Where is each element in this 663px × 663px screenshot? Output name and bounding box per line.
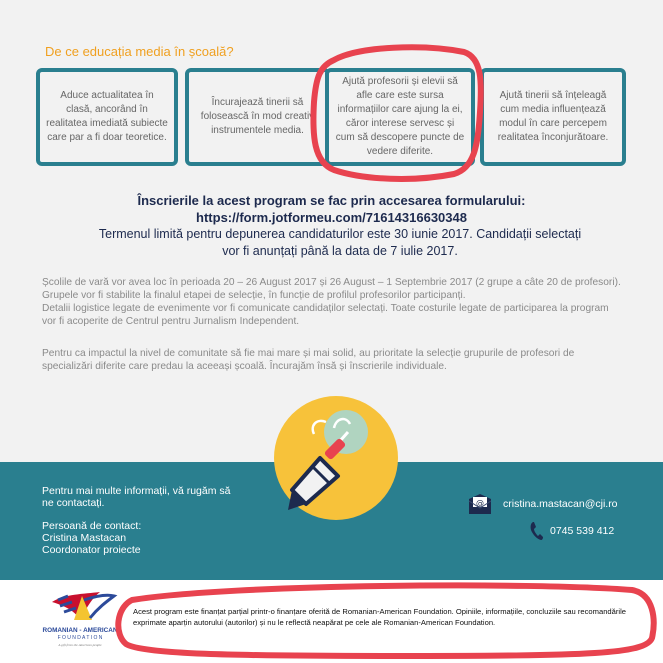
funding-disclaimer: Acest program este finanțat parțial printr-o finanțare oferită de Romanian-American Foundation. Opiniile, informațiile, concluziile sau recomandările exprimate aparțin autorului (autorilor) și nu le reflectă neapărat pe cele ale Romanian-American Foundation. [133,607,626,627]
red-annotation-oval-funding [112,580,660,660]
raf-logo [40,590,120,652]
contact-label: Persoană de contact: [42,520,142,532]
summer-school-paragraph [42,276,622,328]
contact-name: Cristina Mastacan [42,532,127,544]
red-annotation-oval-cards [304,42,486,182]
card-reason-3: Ajută profesorii și elevii să afle care este sursa informațiilor care ajung la ei, căror interese servesc și cum să descopere puncte de vedere diferite. [325,68,475,166]
cta-heading: Înscrierile la acest program se fac prin accesarea formularului: [137,193,526,208]
priority-paragraph: Pentru ca impactul la nivel de comunitate să fie mai mare și mai solid, au prioritate la selecție grupurile de profesori de specializări diferite care predau la aceeași școală. Încurajăm însă și înscrierile individuale. [42,348,575,372]
contact-person [42,520,141,556]
contact-info-line-2: ne contactați. [42,497,105,509]
logistics-details: Detalii logistice legate de evenimente vor fi comunicate candidaților selectați. Toate costurile legate de participarea la program vor fi acoperite de Centrul pentru Jurnalism Independent. [42,303,609,327]
phone-icon [530,521,544,541]
contact-info [42,485,231,509]
svg-text:@: @ [476,498,484,508]
contact-role: Coordonator proiecte [42,544,141,556]
registration-form-link[interactable]: https://form.jotformeu.com/71614316630348 [196,210,467,225]
card-reason-2: Încurajează tinerii să folosească în mod creativ instrumentele media. [185,68,330,166]
logo-line-1: ROMANIAN - AMERICAN [42,627,118,634]
phone-number[interactable]: 0745 539 412 [550,525,615,537]
logo-tagline: A gift from the American people [58,643,102,647]
phone-row [530,521,614,541]
card-reason-4: Ajută tinerii să înțeleagă cum media influențează modul în care percepem realitatea înconjurătoare. [480,68,626,166]
email-link[interactable]: cristina.mastacan@cji.ro [503,498,618,510]
lightbulb-pen-icon [266,388,406,528]
summer-school-dates: Școlile de vară vor avea loc în perioada 20 – 26 August 2017 și 26 August – 1 Septembrie 2017 (2 grupe a câte 20 de profesori). Grupele vor fi stabilite la finalul etapei de selecție, în funcție de profilul profesorilor participanți. [42,277,621,301]
section-title: De ce educația media în școală? [45,44,234,59]
logo-line-2: F O U N D A T I O N [57,635,103,641]
email-row [467,493,618,515]
contact-info-line-1: Pentru mai multe informații, vă rugăm să [42,485,231,497]
mail-icon [467,493,493,515]
card-reason-1: Aduce actualitatea în clasă, ancorând în realitatea imediată subiecte care par a fi doar teoretice. [36,68,178,166]
deadline-text: Termenul limită pentru depunerea candidaturilor este 30 iunie 2017. Candidații selectați vor fi anunțați până la data de 7 iulie 2017. [98,227,582,258]
